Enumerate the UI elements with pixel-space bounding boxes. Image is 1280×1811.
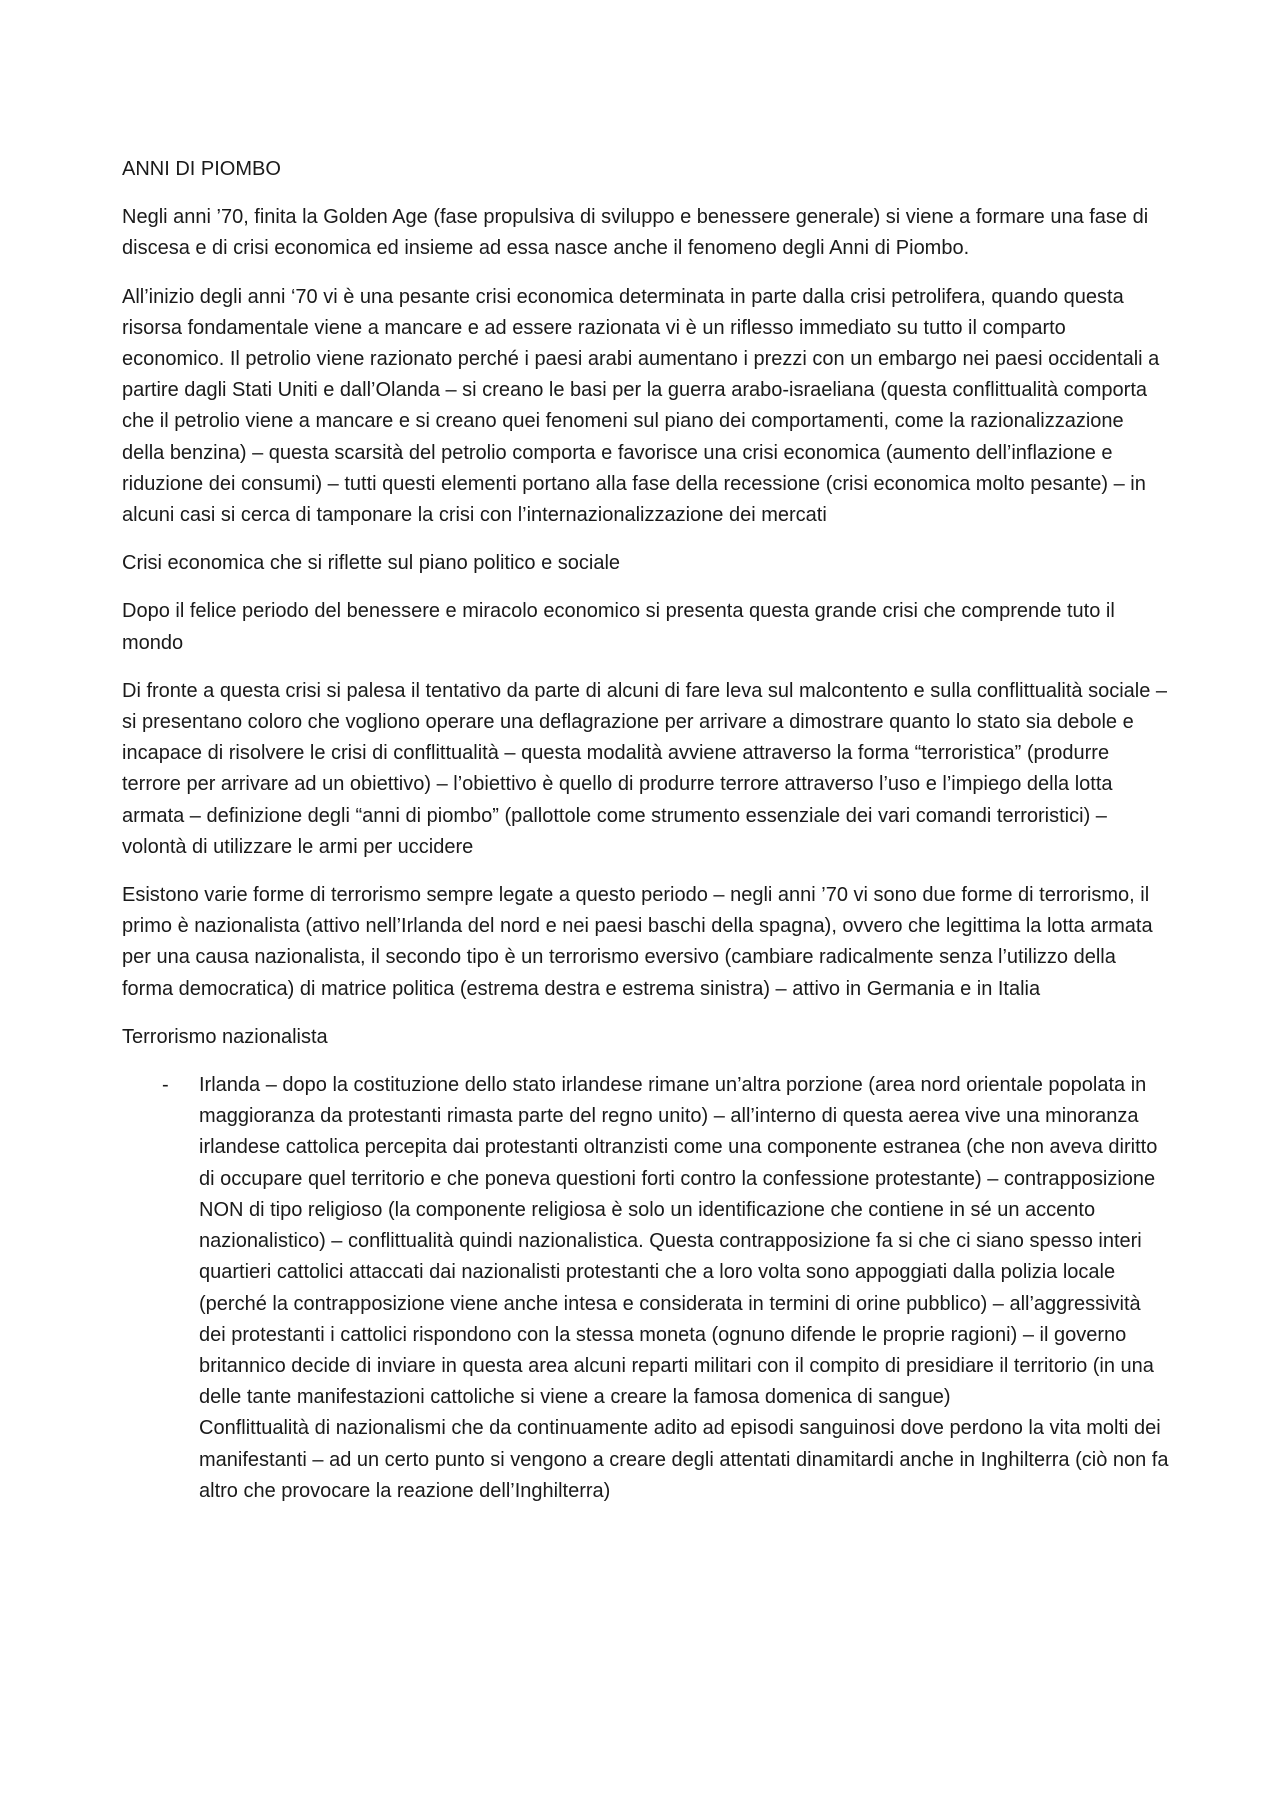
paragraph-oil-crisis: All’inizio degli anni ‘70 vi è una pesante crisi economica determinata in parte dalla crisi petrolifera, quando questa risorsa fondamentale viene a mancare e ad essere razionata vi è un riflesso immediato su tutto il comparto economico. Il petrolio viene razionato perché i paesi arabi aumentano i prezzi con un embargo nei paesi occidentali a partire dagli Stati Uniti e dall’Olanda – si creano le basi per la guerra arabo-israeliana (questa conflittualità comporta che il petrolio viene a mancare e si creano quei fenomeni sul piano dei comportamenti, come la razionalizzazione della benzina) – questa scarsità del petrolio comporta e favorisce una crisi economica (aumento dell’inflazione e riduzione dei consumi) – tutti questi elementi portano alla fase della recessione (crisi economica molto pesante) – in alcuni casi si cerca di tamponare la crisi con l’internazionalizzazione dei mercati bbox=[122, 285, 1160, 527]
paragraph-intro: Negli anni ’70, finita la Golden Age (fase propulsiva di sviluppo e benessere generale) si viene a formare una fase di discesa e di crisi economica ed insieme ad essa nasce anche il fenomeno degli Anni di Piombo. bbox=[122, 206, 1149, 260]
document-body bbox=[122, 154, 1170, 1507]
bullet-list bbox=[122, 1070, 1170, 1507]
dash-bullet-icon: - bbox=[162, 1074, 169, 1097]
list-item bbox=[122, 1070, 1170, 1507]
paragraph-terrorism-forms: Esistono varie forme di terrorismo sempre legate a questo periodo – negli anni ’70 vi sono due forme di terrorismo, il primo è nazionalista (attivo nell’Irlanda del nord e nei paesi baschi della spagna), ovvero che legittima la lotta armata per una causa nazionalista, il secondo tipo è un terrorismo eversivo (cambiare radicalmente senza l’utilizzo della forma democratica) di matrice politica (estrema destra e estrema sinistra) – attivo in Germania e in Italia bbox=[122, 884, 1153, 1000]
list-item-paragraph-ireland: Irlanda – dopo la costituzione dello stato irlandese rimane un’altra porzione (area nord orientale popolata in maggioranza da protestanti rimasta parte del regno unito) – all’interno di questa aerea vive una minoranza irlandese cattolica percepita dai protestanti oltranzisti come una componente estranea (che non aveva diritto di occupare quel territorio e che poneva questioni forti contro la confessione protestante) – contrapposizione NON di tipo religioso (la componente religiosa è solo un identificazione che contiene in sé un accento nazionalistico) – conflittualità quindi nazionalistica. Questa contrapposizione fa si che ci siano spesso interi quartieri cattolici attaccati dai nazionalisti protestanti che a loro volta sono appoggiati dalla polizia locale (perché la contrapposizione viene anche intesa e considerata in termini di orine pubblico) – all’aggressività dei protestanti i cattolici rispondono con la stessa moneta (ognuno difende le proprie ragioni) – il governo britannico decide di inviare in questa area alcuni reparti militari con il compito di presidiare il territorio (in una delle tante manifestazioni cattoliche si viene a creare la famosa domenica di sangue) bbox=[199, 1074, 1158, 1409]
paragraph-terrorism-origin: Di fronte a questa crisi si palesa il tentativo da parte di alcuni di fare leva sul malcontento e sulla conflittualità sociale – si presentano coloro che vogliono operare una deflagrazione per arrivare a dimostrare quanto lo stato sia debole e incapace di risolvere le crisi di conflittualità – questa modalità avviene attraverso la forma “terroristica” (produrre terrore per arrivare ad un obiettivo) – l’obiettivo è quello di produrre terrore attraverso l’uso e l’impiego della lotta armata – definizione degli “anni di piombo” (pallottole come strumento essenziale dei vari comandi terroristici) – volontà di utilizzare le armi per uccidere bbox=[122, 679, 1168, 858]
paragraph-world-crisis: Dopo il felice periodo del benessere e miracolo economico si presenta questa grande crisi che comprende tuto il mondo bbox=[122, 600, 1115, 654]
paragraph-political-crisis: Crisi economica che si riflette sul piano politico e sociale bbox=[122, 552, 621, 575]
list-item-paragraph-conflict: Conflittualità di nazionalismi che da continuamente adito ad episodi sanguinosi dove perdono la vita molti dei manifestanti – ad un certo punto si vengono a creare degli attentati dinamitardi anche in Inghilterra (ciò non fa altro che provocare la reazione dell’Inghilterra) bbox=[199, 1417, 1169, 1502]
document-title: ANNI DI PIOMBO bbox=[122, 158, 281, 180]
section-heading-nationalist-terrorism: Terrorismo nazionalista bbox=[122, 1025, 328, 1048]
